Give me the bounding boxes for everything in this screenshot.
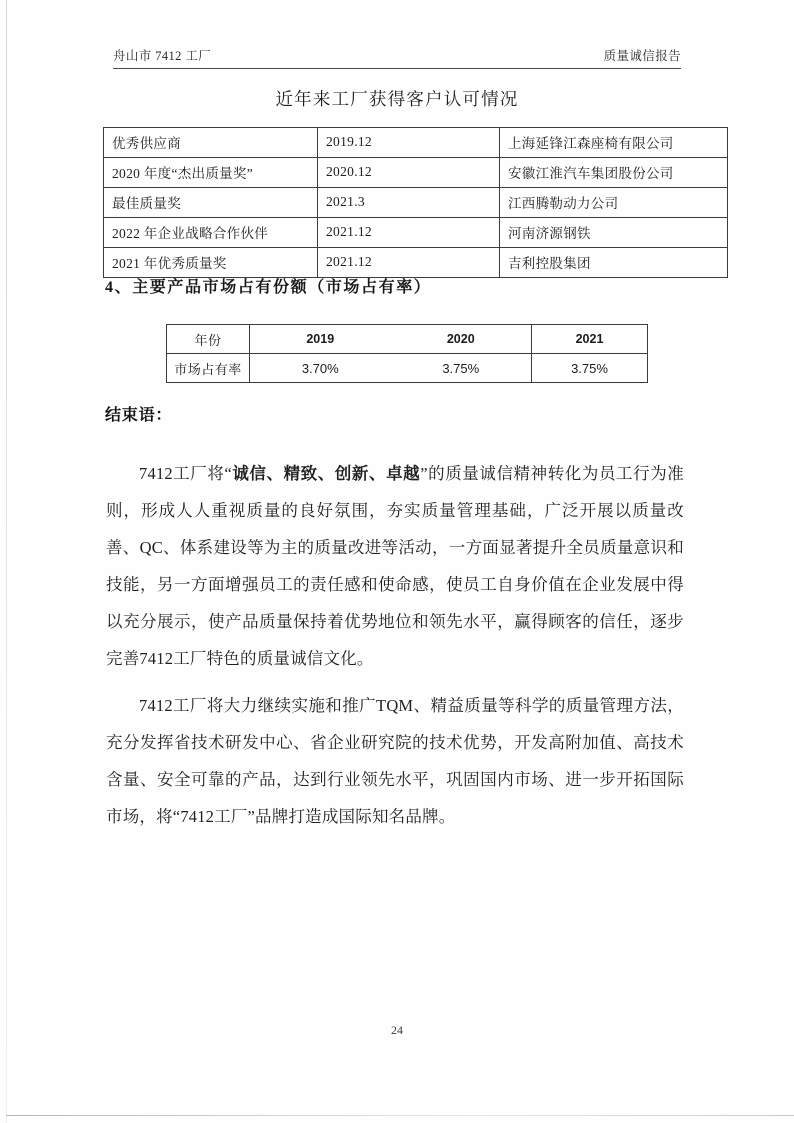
award-name-cell: 优秀供应商 (104, 128, 318, 158)
market-share-table (166, 324, 648, 383)
section-heading-market-share: 4、主要产品市场占有份额（市场占有率） (105, 279, 432, 296)
conclusion-heading: 结束语： (105, 407, 173, 424)
customer-recognition-table (103, 127, 728, 278)
page-title: 近年来工厂获得客户认可情况 (275, 89, 519, 109)
award-date-cell: 2021.3 (318, 188, 500, 218)
award-name-cell: 2020 年度“杰出质量奖” (104, 158, 318, 188)
award-org-cell: 河南济源钢铁 (500, 218, 728, 248)
award-date-cell: 2020.12 (318, 158, 500, 188)
header-divider-rule (113, 68, 681, 69)
market-share-year-2021: 2021 (532, 325, 648, 354)
award-date-cell: 2019.12 (318, 128, 500, 158)
award-org-cell: 上海延锋江森座椅有限公司 (500, 128, 728, 158)
market-share-rate-2020: 3.75% (442, 360, 480, 376)
award-org-cell: 江西腾勒动力公司 (500, 188, 728, 218)
conclusion-p1-text-before: 7412工厂将“ (139, 463, 232, 483)
page-number: 24 (391, 1023, 403, 1037)
conclusion-paragraph-1 (106, 455, 684, 677)
market-share-year-2019: 2019 (306, 332, 335, 346)
conclusion-p1-text-after: ”的质量诚信精神转化为员工行为准则，形成人人重视质量的良好氛围，夯实质量管理基础，广泛开展以质量改善、QC、体系建设等为主的质量改进等活动，一方面显著提升全员质量意识和技能，另一方面增强员工的责任感和使命感，使员工自身价值在企业发展中得以充分展示，使产品质量保持着优势地位和领先水平，赢得顾客的信任，逐步完善7412工厂特色的质量诚信文化。 (106, 463, 684, 668)
award-name-cell: 最佳质量奖 (104, 188, 318, 218)
table-row (104, 218, 728, 248)
header-report-title: 质量诚信报告 (603, 49, 681, 63)
award-date-cell: 2021.12 (318, 218, 500, 248)
table-row (104, 128, 728, 158)
table-row (167, 325, 648, 354)
market-share-year-2020: 2020 (446, 332, 475, 346)
award-org-cell: 安徽江淮汽车集团股份公司 (500, 158, 728, 188)
conclusion-p1-emphasis: 诚信、精致、创新、卓越 (231, 463, 421, 483)
market-share-rate-2021: 3.75% (532, 354, 648, 383)
running-header (113, 46, 681, 64)
award-name-cell: 2022 年企业战略合作伙伴 (104, 218, 318, 248)
table-row (104, 158, 728, 188)
award-date-cell: 2021.12 (318, 248, 500, 278)
market-share-years-merged-cell (250, 325, 532, 354)
table-row (167, 354, 648, 383)
award-org-cell: 吉利控股集团 (500, 248, 728, 278)
market-share-rates-merged-cell (250, 354, 532, 383)
market-share-rate-label: 市场占有率 (167, 354, 250, 383)
market-share-year-label: 年份 (167, 325, 250, 354)
award-name-cell: 2021 年优秀质量奖 (104, 248, 318, 278)
market-share-rate-2019: 3.70% (301, 360, 339, 376)
header-company-name: 舟山市 7412 工厂 (113, 49, 212, 63)
table-row (104, 188, 728, 218)
table-row (104, 248, 728, 278)
conclusion-paragraph-2: 7412工厂将大力继续实施和推广TQM、精益质量等科学的质量管理方法，充分发挥省技术研发中心、省企业研究院的技术优势，开发高附加值、高技术含量、安全可靠的产品，达到行业领先水平，巩固国内市场、进一步开拓国际市场，将“7412工厂”品牌打造成国际知名品牌。 (106, 695, 684, 826)
